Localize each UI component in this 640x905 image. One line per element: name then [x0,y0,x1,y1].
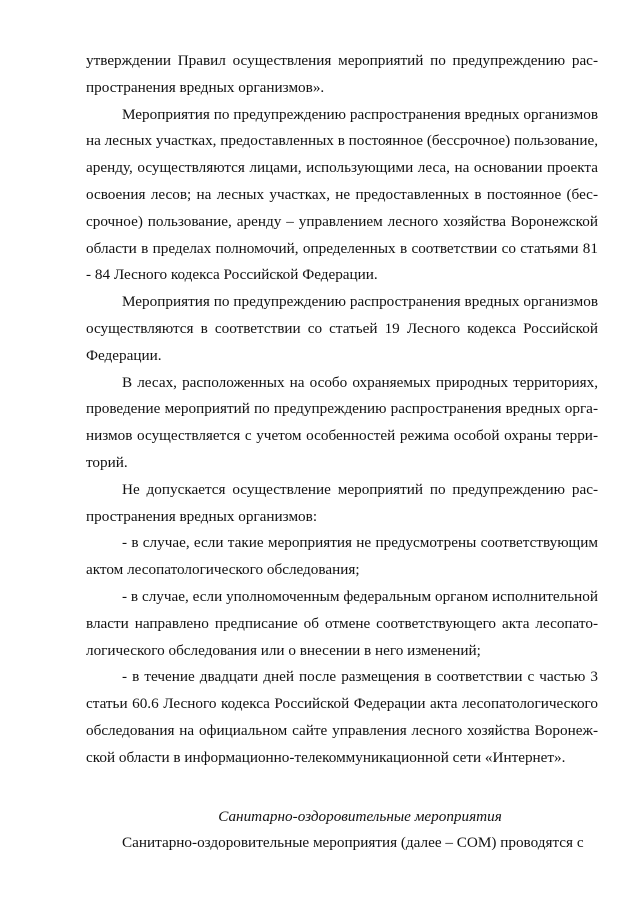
paragraph-3: Мероприятия по предупреждению распространения вредных организмов осуществляются в соответствии со статьей 19 Лесного кодекса Российской Федерации. [86,293,598,364]
list-item-1: - в случае, если такие мероприятия не предусмотрены соответствующим актом лесопатологического обследования; [86,534,598,579]
paragraph-5: Не допускается осуществление мероприятий по предупреждению распространения вредных организмов: [86,480,598,525]
paragraph-4: В лесах, расположенных на особо охраняемых природных территориях, проведение мероприятий по предупреждению распространения вредных организмов осуществляется с учетом особенностей режима особой охраны территорий. [86,373,598,471]
section-heading: Санитарно-оздоровительные мероприятия [218,807,502,825]
list-item-3: - в течение двадцати дней после размещения в соответствии с частью 3 статьи 60.6 Лесного кодекса Российской Федерации акта лесопатологического обследования на официальном сайте управления лесного хозяйства Воронежской области в информационно-телекоммуникационной сети «Интернет». [86,668,598,766]
paragraph-2: Мероприятия по предупреждению распространения вредных организмов на лесных участках, предоставленных в постоянное (бессрочное) пользование, аренду, осуществляются лицами, использующими леса, на основании проекта освоения лесов; на лесных участках, не предоставленных в постоянное (бессрочное) пользование, аренду – управлением лесного хозяйства Воронежской области в пределах полномочий, определенных в соответствии со статьями 81 - 84 Лесного кодекса Российской Федерации. [86,105,598,284]
final-paragraph: Санитарно-оздоровительные мероприятия (далее – СОМ) проводятся с [122,834,584,852]
list-item-2: - в случае, если уполномоченным федеральным органом исполнительной власти направлено предписание об отмене соответствующего акта лесопатологического обследования или о внесении в него изменений; [86,587,598,659]
paragraph-1: утверждении Правил осуществления мероприятий по предупреждению распространения вредных организмов». [86,52,598,96]
document-page [86,48,598,857]
